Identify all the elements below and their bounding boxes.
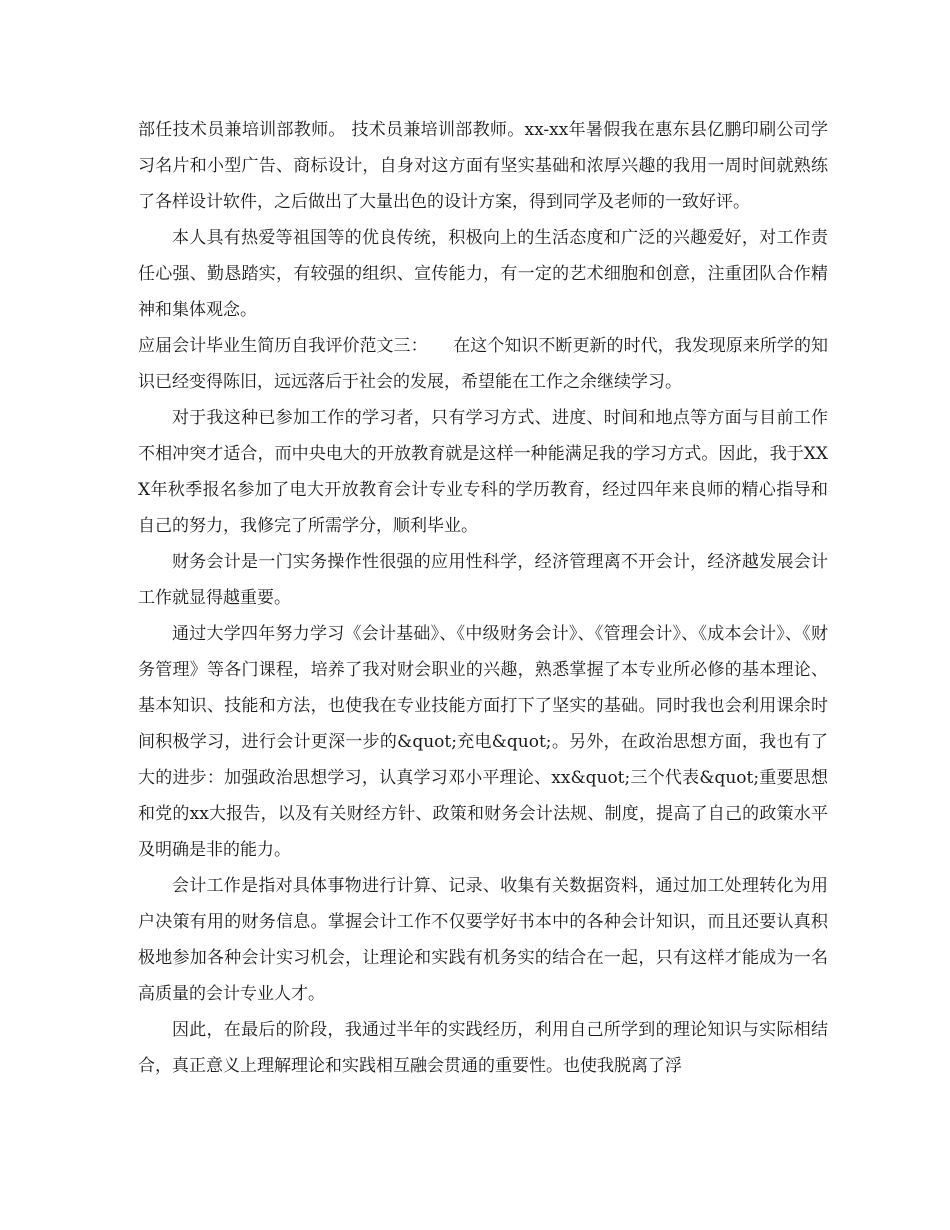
paragraph-6: 通过大学四年努力学习《会计基础》、《中级财务会计》、《管理会计》、《成本会计》、《财务管理》等各门课程，培养了我对财会职业的兴趣，熟悉掌握了本专业所必修的基本理论、基本知识、技能和方法，也使我在专业技能方面打下了坚实的基础。同时我也会利用课余时间积极学习，进行会计更深一步的&quot;充电&quot;。另外，在政治思想方面，我也有了大的进步：加强政治思想学习，认真学习邓小平理论、xx&quot;三个代表&quot;重要思想和党的xx大报告，以及有关财经方针、政策和财务会计法规、制度，提高了自己的政策水平及明确是非的能力。 [138, 624, 828, 860]
paragraph-1: 部任技术员兼培训部教师。 技术员兼培训部教师。xx-xx年暑假我在惠东县亿鹏印刷公司学习名片和小型广告、商标设计，自身对这方面有坚实基础和浓厚兴趣的我用一周时间就熟练了各样设计软件，之后做出了大量出色的设计方案，得到同学及老师的一致好评。 [138, 120, 828, 212]
paragraph-3-heading: 应届会计毕业生简历自我评价范文三： 在这个知识不断更新的时代，我发现原来所学的知识已经变得陈旧，远远落后于社会的发展，希望能在工作之余继续学习。 [138, 336, 828, 392]
paragraph-5: 财务会计是一门实务操作性很强的应用性科学，经济管理离不开会计，经济越发展会计工作就显得越重要。 [138, 552, 828, 608]
paragraph-2: 本人具有热爱等祖国等的优良传统，积极向上的生活态度和广泛的兴趣爱好，对工作责任心强、勤恳踏实，有较强的组织、宣传能力，有一定的艺术细胞和创意，注重团队合作精神和集体观念。 [138, 228, 828, 320]
document-body [138, 112, 828, 1084]
paragraph-8: 因此，在最后的阶段，我通过半年的实践经历，利用自己所学到的理论知识与实际相结合，真正意义上理解理论和实践相互融会贯通的重要性。也使我脱离了浮 [138, 1020, 828, 1076]
paragraph-7: 会计工作是指对具体事物进行计算、记录、收集有关数据资料，通过加工处理转化为用户决策有用的财务信息。掌握会计工作不仅要学好书本中的各种会计知识，而且还要认真积极地参加各种会计实习机会，让理论和实践有机务实的结合在一起，只有这样才能成为一名高质量的会计专业人才。 [138, 876, 828, 1004]
paragraph-4: 对于我这种已参加工作的学习者，只有学习方式、进度、时间和地点等方面与目前工作不相冲突才适合，而中央电大的开放教育就是这样一种能满足我的学习方式。因此，我于XXX年秋季报名参加了电大开放教育会计专业专科的学历教育，经过四年来良师的精心指导和自己的努力，我修完了所需学分，顺利毕业。 [138, 408, 828, 536]
